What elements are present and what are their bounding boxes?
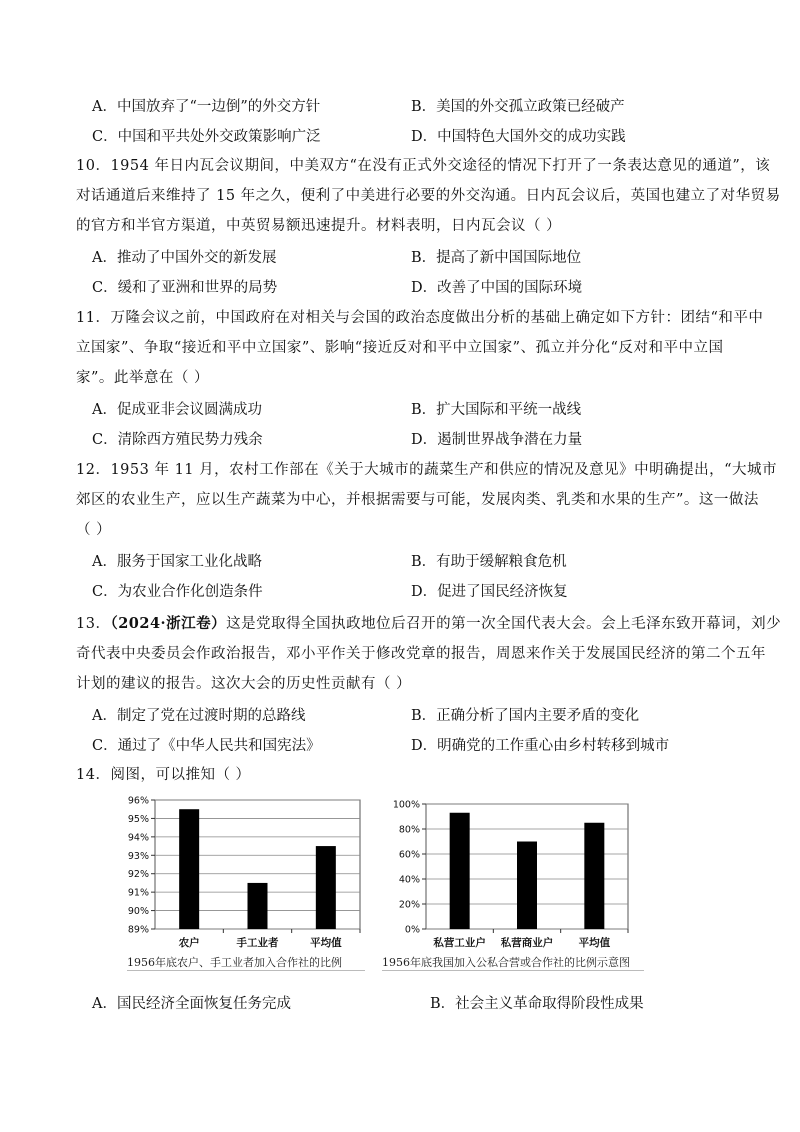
q11-option-b: B．扩大国际和平统一战线	[411, 402, 582, 418]
y-tick-label: 92%	[127, 869, 149, 881]
y-tick-label: 90%	[127, 906, 149, 918]
x-category-label: 农户	[178, 937, 200, 949]
q12-option-a: A．服务于国家工业化战略	[92, 554, 262, 570]
chart-1-caption: 1956年底农户、手工业者加入合作社的比例	[127, 956, 365, 971]
y-tick-label: 0%	[404, 924, 420, 936]
q10-stem-line-3: 的官方和半官方渠道，中英贸易额迅速提升。材料表明，日内瓦会议（ ）	[76, 218, 562, 234]
q13-source-tag: （2024·浙江卷）	[110, 615, 227, 632]
q12-option-b: B．有助于缓解粮食危机	[411, 554, 567, 570]
q9-option-c: C．中国和平共处外交政策影响广泛	[92, 129, 321, 145]
q11-stem-line-3: 家”。此举意在（ ）	[76, 370, 210, 386]
y-tick-label: 89%	[127, 924, 149, 936]
q12-option-c: C．为农业合作化创造条件	[92, 584, 263, 600]
y-tick-label: 20%	[398, 899, 420, 911]
q9-option-b: B．美国的外交孤立政策已经破产	[411, 99, 625, 115]
q12-stem-line-3: （ ）	[76, 522, 112, 538]
q10-option-c: C．缓和了亚洲和世界的局势	[92, 280, 278, 296]
y-tick-label: 95%	[127, 813, 149, 825]
q11-option-c: C．清除西方殖民势力残余	[92, 432, 263, 448]
q14-option-b: B．社会主义革命取得阶段性成果	[430, 996, 644, 1012]
q9-option-d: D．中国特色大国外交的成功实践	[411, 129, 626, 145]
q13-number: 13．	[76, 616, 111, 632]
q10-stem-line-2: 对话通道后来维持了 15 年之久，便利了中美进行必要的外交沟通。日内瓦会议后，英国也建立了对华贸易	[76, 188, 781, 204]
q13-stem-text: 这是党取得全国执政地位后召开的第一次全国代表大会。会上毛泽东致开幕词，刘少	[226, 616, 782, 632]
q13-option-d: D．明确党的工作重心由乡村转移到城市	[411, 738, 670, 754]
y-tick-label: 100%	[392, 799, 420, 811]
q11-option-a: A．促成亚非会议圆满成功	[92, 402, 262, 418]
q12-stem-line-2: 郊区的农业生产，应以生产蔬菜为中心，并根据需要与可能，发展肉类、乳类和水果的生产”。这一做法	[76, 492, 759, 508]
bar-私营商业户	[517, 842, 537, 930]
x-category-label: 私营工业户	[433, 937, 486, 949]
q12-stem-line-1: 12．1953 年 11 月，农村工作部在《关于大城市的蔬菜生产和供应的情况及意见》中明确提出，“大城市	[76, 462, 778, 478]
q10-stem-line-1: 10．1954 年日内瓦会议期间，中美双方“在没有正式外交途径的情况下打开了一条表达意见的通道”，该	[76, 158, 771, 174]
q9-option-a: A．中国放弃了“一边倒”的外交方针	[92, 99, 321, 115]
q11-stem-line-2: 立国家”、争取“接近和平中立国家”、影响“接近反对和平中立国家”、孤立并分化“反对和平中立国	[76, 340, 724, 356]
y-tick-label: 60%	[398, 849, 420, 861]
q10-option-d: D．改善了中国的国际环境	[411, 280, 583, 296]
y-tick-label: 96%	[127, 795, 149, 807]
bar-手工业者	[248, 883, 268, 929]
q13-option-c: C．通过了《中华人民共和国宪法》	[92, 738, 321, 754]
y-tick-label: 91%	[127, 887, 149, 899]
chart-joint-ownership-ratio	[382, 790, 632, 950]
q11-option-d: D．遏制世界战争潜在力量	[411, 432, 583, 448]
q14-option-a: A．国民经济全面恢复任务完成	[92, 996, 291, 1012]
x-category-label: 平均值	[310, 937, 342, 949]
bar-平均值	[584, 823, 604, 929]
q13-stem-line-2: 奇代表中央委员会作政治报告，邓小平作关于修改党章的报告，周恩来作关于发展国民经济的第二个五年	[76, 646, 766, 662]
bar-农户	[179, 809, 199, 929]
y-tick-label: 40%	[398, 874, 420, 886]
bar-私营工业户	[450, 813, 470, 929]
x-category-label: 私营商业户	[500, 937, 554, 949]
q13-stem-line-1	[76, 614, 782, 634]
y-tick-label: 93%	[127, 850, 149, 862]
q13-stem-line-3: 计划的建议的报告。这次大会的历史性贡献有（ ）	[76, 676, 412, 692]
chart-2-caption: 1956年底我国加入公私合营或合作社的比例示意图	[382, 956, 644, 971]
q10-option-a: A．推动了中国外交的新发展	[92, 250, 277, 266]
q12-option-d: D．促进了国民经济恢复	[411, 584, 568, 600]
bar-平均值	[316, 846, 336, 929]
q13-option-a: A．制定了党在过渡时期的总路线	[92, 708, 306, 724]
y-tick-label: 80%	[398, 824, 420, 836]
x-category-label: 平均值	[578, 937, 611, 949]
x-category-label: 手工业者	[236, 937, 279, 949]
q10-option-b: B．提高了新中国国际地位	[411, 250, 582, 266]
chart-cooperative-ratio	[118, 790, 368, 950]
q11-stem-line-1: 11．万隆会议之前，中国政府在对相关与会国的政治态度做出分析的基础上确定如下方针：团结“和平中	[76, 310, 764, 326]
q13-option-b: B．正确分析了国内主要矛盾的变化	[411, 708, 640, 724]
y-tick-label: 94%	[127, 832, 149, 844]
q14-stem: 14．阅图，可以推知（ ）	[76, 767, 251, 783]
